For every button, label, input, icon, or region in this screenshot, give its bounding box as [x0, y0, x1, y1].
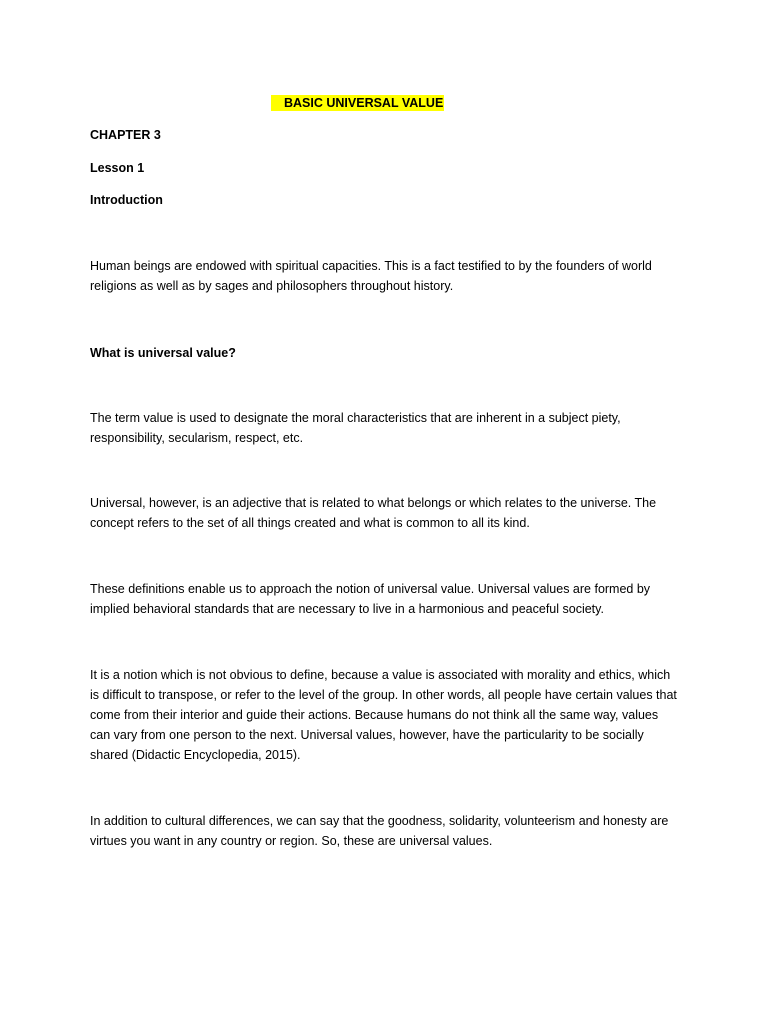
paragraph-universal-value-notion: These definitions enable us to approach the notion of universal value. Universal values are formed by implied behavioral standards that are necessary to live in a harmonious and peaceful society. [90, 582, 651, 616]
chapter-heading: CHAPTER 3 [90, 128, 161, 142]
paragraph-universal-definition: Universal, however, is an adjective that is related to what belongs or which relates to the universe. The concept refers to the set of all things created and what is common to all its kind. [90, 496, 657, 530]
document-title: BASIC UNIVERSAL VALUE [271, 95, 444, 111]
question-heading: What is universal value? [90, 346, 236, 360]
title-container [271, 94, 444, 112]
paragraph-definition-difficulty: It is a notion which is not obvious to define, because a value is associated with morality and ethics, which is difficult to transpose, or refer to the level of the group. In other words, all people have certain values that come from their interior and guide their actions. Because humans do not think all the same way, values can vary from one person to the next. Universal values, however, have the particularity to be socially shared (Didactic Encyclopedia, 2015). [90, 668, 677, 762]
introduction-heading: Introduction [90, 193, 163, 207]
paragraph-value-definition: The term value is used to designate the moral characteristics that are inherent in a subject piety, responsibility, secularism, respect, etc. [90, 411, 621, 445]
paragraph-virtues: In addition to cultural differences, we can say that the goodness, solidarity, volunteerism and honesty are virtues you want in any country or region. So, these are universal values. [90, 814, 669, 848]
lesson-heading: Lesson 1 [90, 161, 145, 175]
paragraph-intro: Human beings are endowed with spiritual capacities. This is a fact testified to by the founders of world religions as well as by sages and philosophers throughout history. [90, 259, 652, 293]
